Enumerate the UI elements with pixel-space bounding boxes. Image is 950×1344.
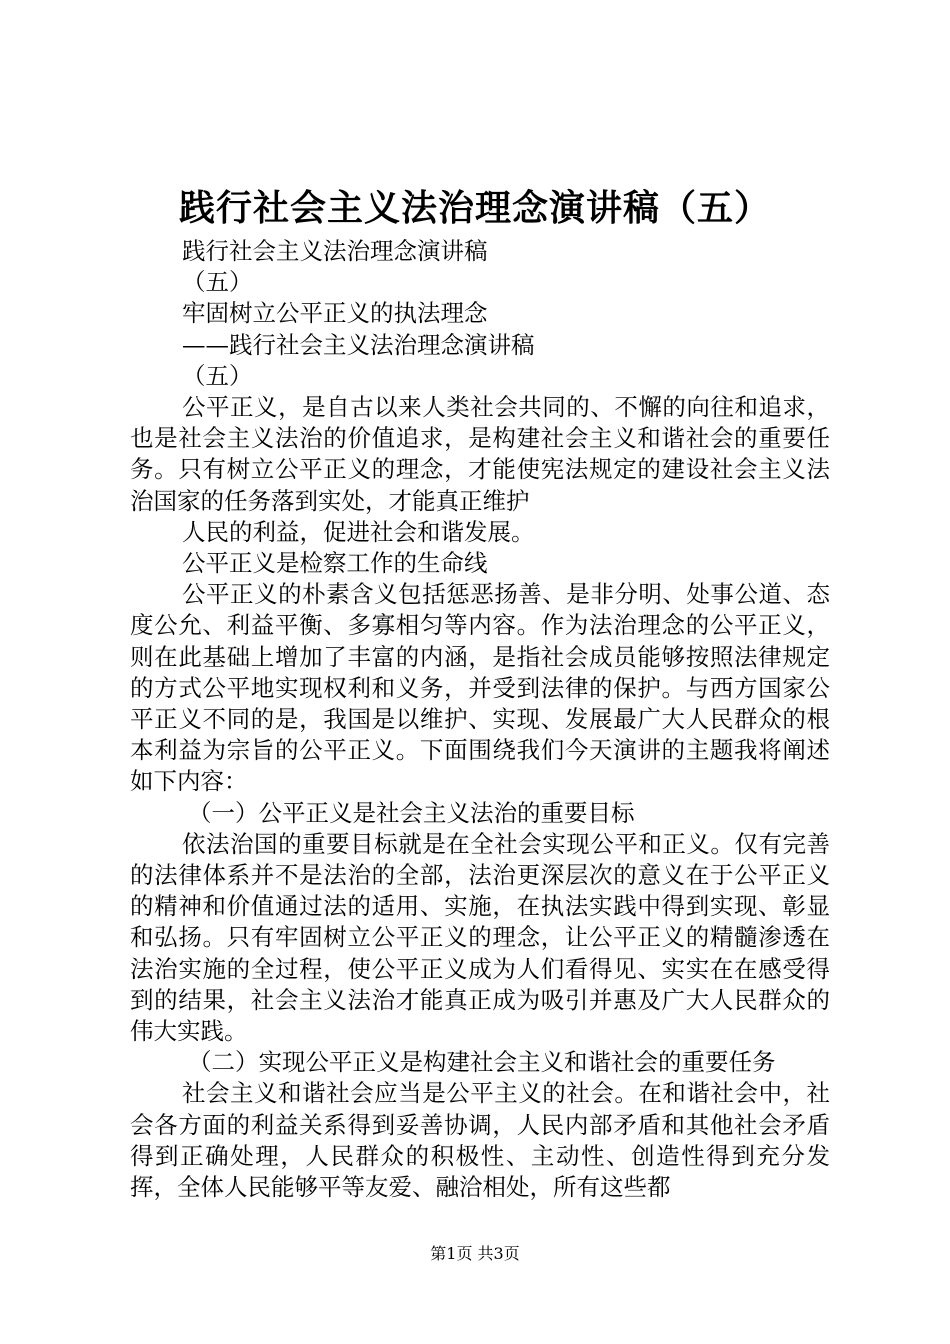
page-footer: 第1页 共3页 bbox=[430, 1244, 520, 1263]
paragraph: 人民的利益，促进社会和谐发展。 bbox=[182, 517, 535, 546]
document-title: 践行社会主义法治理念演讲稿（五） bbox=[178, 187, 771, 229]
paragraph: 公平正义，是自古以来人类社会共同的、不懈的向往和追求，也是社会主义法治的价值追求，是构建社会主义和谐社会的重要任务。只有树立公平正义的理念，才能使宪法规定的建设社会主义法治国家的任务落到实处，才能真正维护 bbox=[130, 393, 830, 515]
paragraph: 践行社会主义法治理念演讲稿 bbox=[182, 237, 488, 265]
section-heading: 公平正义是检察工作的生命线 bbox=[182, 549, 488, 578]
document-body bbox=[130, 236, 830, 1203]
paragraph: ——践行社会主义法治理念演讲稿 bbox=[182, 330, 535, 359]
section-heading: （一）公平正义是社会主义法治的重要目标 bbox=[188, 798, 635, 827]
section-heading: （二）实现公平正义是构建社会主义和谐社会的重要任务 bbox=[188, 1048, 776, 1077]
paragraph: （五） bbox=[182, 268, 253, 297]
paragraph: 公平正义的朴素含义包括惩恶扬善、是非分明、处事公道、态度公允、利益平衡、多寡相匀等内容。作为法治理念的公平正义，则在此基础上增加了丰富的内涵，是指社会成员能够按照法律规定的方式公平地实现权利和义务，并受到法律的保护。与西方国家公平正义不同的是，我国是以维护、实现、发展最广大人民群众的根本利益为宗旨的公平正义。下面围绕我们今天演讲的主题我将阐述如下内容： bbox=[130, 580, 830, 796]
paragraph: 社会主义和谐社会应当是公平主义的社会。在和谐社会中，社会各方面的利益关系得到妥善协调，人民内部矛盾和其他社会矛盾得到正确处理，人民群众的积极性、主动性、创造性得到充分发挥，全体人民能够平等友爱、融洽相处，所有这些都 bbox=[130, 1079, 830, 1202]
paragraph: 依法治国的重要目标就是在全社会实现公平和正义。仅有完善的法律体系并不是法治的全部，法治更深层次的意义在于公平正义的精神和价值通过法的适用、实施，在执法实践中得到实现、彰显和弘扬。只有牢固树立公平正义的理念，让公平正义的精髓渗透在法治实施的全过程，使公平正义成为人们看得见、实实在在感受得到的结果，社会主义法治才能真正成为吸引并惠及广大人民群众的伟大实践。 bbox=[130, 829, 830, 1046]
paragraph: 牢固树立公平正义的执法理念 bbox=[182, 299, 488, 328]
paragraph: （五） bbox=[182, 361, 253, 390]
